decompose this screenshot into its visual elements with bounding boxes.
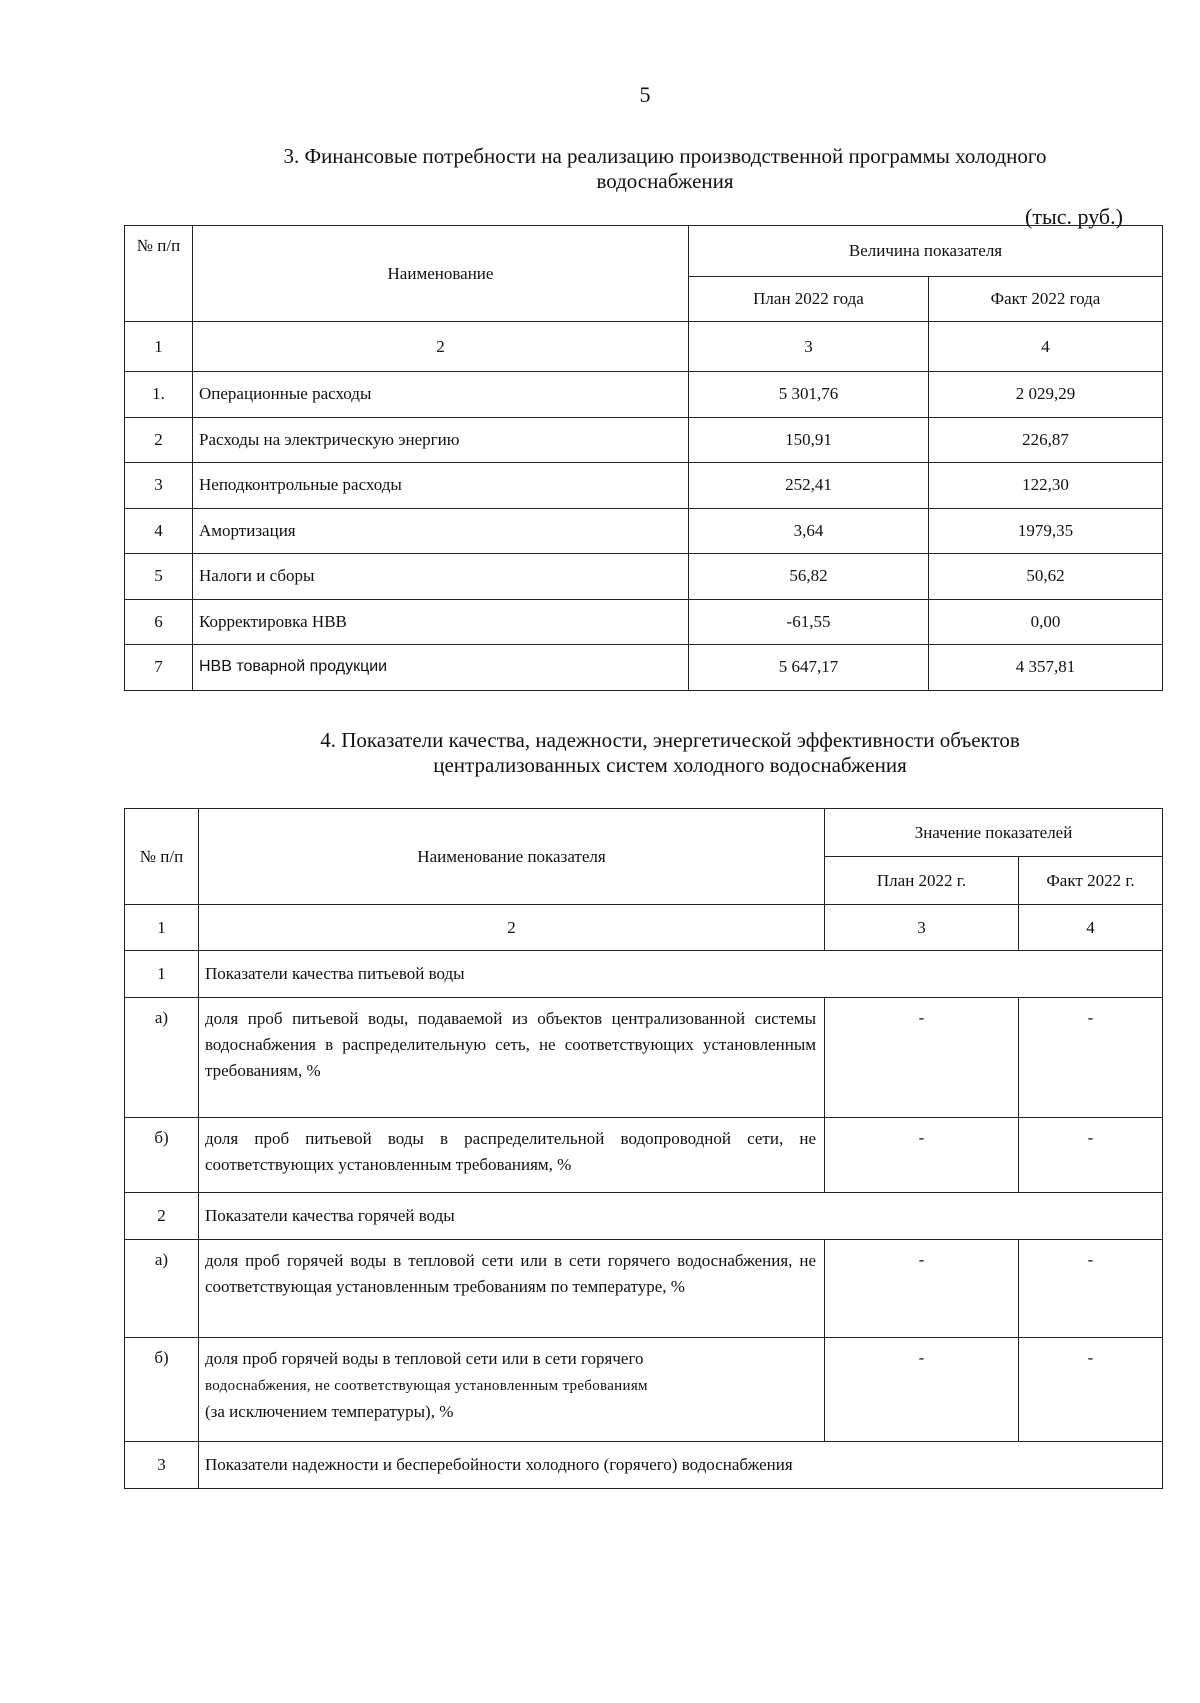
- col-number: 1: [125, 322, 193, 372]
- row-fact: 50,62: [929, 554, 1163, 600]
- section4-title-line1: 4. Показатели качества, надежности, энергетической эффективности объектов: [320, 728, 1020, 752]
- row-name: Расходы на электрическую энергию: [193, 417, 689, 463]
- col-number: 2: [199, 905, 825, 951]
- row-num: 7: [125, 645, 193, 691]
- row-fact: 0,00: [929, 599, 1163, 645]
- section-row: [125, 1442, 1163, 1489]
- financial-needs-table: [124, 225, 1163, 691]
- row-plan: -: [825, 1338, 1019, 1442]
- header-value-group: Величина показателя: [689, 226, 1163, 277]
- section3-title-line1: 3. Финансовые потребности на реализацию производственной программы холодного: [283, 144, 1047, 168]
- table-row: [125, 599, 1163, 645]
- row-name-part: водоснабжения, не соответствующая установленным требованиям: [205, 1378, 648, 1394]
- row-plan: -: [825, 1118, 1019, 1193]
- row-name: доля проб питьевой воды в распределительной водопроводной сети, не соответствующих установленным требованиям, %: [199, 1118, 825, 1193]
- row-fact: 4 357,81: [929, 645, 1163, 691]
- row-name: Показатели надежности и бесперебойности холодного (горячего) водоснабжения: [199, 1442, 1163, 1489]
- table-row: [125, 463, 1163, 509]
- header-name: Наименование: [193, 226, 689, 322]
- row-plan: 252,41: [689, 463, 929, 509]
- row-num: 5: [125, 554, 193, 600]
- row-fact: -: [1019, 1240, 1163, 1338]
- row-name: доля проб горячей воды в тепловой сети или в сети горячего водоснабжения, не соответствующая установленным требованиям по температуре, %: [199, 1240, 825, 1338]
- table-row: [125, 1240, 1163, 1338]
- header-num: № п/п: [125, 226, 193, 322]
- row-name: Неподконтрольные расходы: [193, 463, 689, 509]
- table-row: [125, 1118, 1163, 1193]
- row-num: 4: [125, 508, 193, 554]
- header-fact: Факт 2022 г.: [1019, 857, 1163, 905]
- row-num: 1.: [125, 372, 193, 418]
- table-row: [125, 998, 1163, 1118]
- quality-indicators-table: [124, 808, 1163, 1489]
- table-row: [125, 554, 1163, 600]
- row-plan: -: [825, 998, 1019, 1118]
- row-name: Налоги и сборы: [193, 554, 689, 600]
- section3-title-line2: водоснабжения: [596, 169, 734, 193]
- section-row: [125, 1193, 1163, 1240]
- col-number: 3: [689, 322, 929, 372]
- table-row: [125, 372, 1163, 418]
- row-name: [199, 1338, 825, 1442]
- row-name: Амортизация: [193, 508, 689, 554]
- row-num: а): [125, 1240, 199, 1338]
- row-plan: 3,64: [689, 508, 929, 554]
- row-num: 1: [125, 951, 199, 998]
- row-plan: -: [825, 1240, 1019, 1338]
- table-row: [125, 417, 1163, 463]
- col-number: 3: [825, 905, 1019, 951]
- row-name: Показатели качества питьевой воды: [199, 951, 1163, 998]
- row-fact: 226,87: [929, 417, 1163, 463]
- header-plan: План 2022 г.: [825, 857, 1019, 905]
- row-fact: -: [1019, 998, 1163, 1118]
- row-fact: 2 029,29: [929, 372, 1163, 418]
- section4-title: [230, 728, 1110, 778]
- col-number: 4: [1019, 905, 1163, 951]
- row-plan: 56,82: [689, 554, 929, 600]
- col-number: 2: [193, 322, 689, 372]
- row-num: 3: [125, 1442, 199, 1489]
- header-plan: План 2022 года: [689, 277, 929, 322]
- table-row: [125, 1338, 1163, 1442]
- header-name: Наименование показателя: [199, 809, 825, 905]
- row-name-part: (за исключением температуры), %: [205, 1402, 454, 1421]
- row-plan: 5 301,76: [689, 372, 929, 418]
- row-plan: 150,91: [689, 417, 929, 463]
- row-fact: 1979,35: [929, 508, 1163, 554]
- section3-title: [200, 144, 1130, 194]
- row-fact: -: [1019, 1338, 1163, 1442]
- row-name: НВВ товарной продукции: [193, 645, 689, 691]
- header-value-group: Значение показателей: [825, 809, 1163, 857]
- col-number: 1: [125, 905, 199, 951]
- page-number: 5: [639, 82, 651, 107]
- col-number: 4: [929, 322, 1163, 372]
- row-name: Операционные расходы: [193, 372, 689, 418]
- row-fact: 122,30: [929, 463, 1163, 509]
- header-fact: Факт 2022 года: [929, 277, 1163, 322]
- row-num: 2: [125, 1193, 199, 1240]
- row-num: б): [125, 1338, 199, 1442]
- units-label: (тыс. руб.): [1025, 204, 1123, 229]
- row-num: б): [125, 1118, 199, 1193]
- table-row: [125, 645, 1163, 691]
- table-row: [125, 508, 1163, 554]
- header-num: № п/п: [125, 809, 199, 905]
- section-row: [125, 951, 1163, 998]
- row-plan: 5 647,17: [689, 645, 929, 691]
- row-num: а): [125, 998, 199, 1118]
- row-name: доля проб питьевой воды, подаваемой из объектов централизованной системы водоснабжения в распределительную сеть, не соответствующих установленным требованиям, %: [199, 998, 825, 1118]
- row-name: Показатели качества горячей воды: [199, 1193, 1163, 1240]
- row-name-part: доля проб горячей воды в тепловой сети или в сети горячего: [205, 1349, 644, 1368]
- section4-title-line2: централизованных систем холодного водоснабжения: [433, 753, 907, 777]
- row-plan: -61,55: [689, 599, 929, 645]
- row-num: 2: [125, 417, 193, 463]
- row-fact: -: [1019, 1118, 1163, 1193]
- row-num: 3: [125, 463, 193, 509]
- row-num: 6: [125, 599, 193, 645]
- row-name: Корректировка НВВ: [193, 599, 689, 645]
